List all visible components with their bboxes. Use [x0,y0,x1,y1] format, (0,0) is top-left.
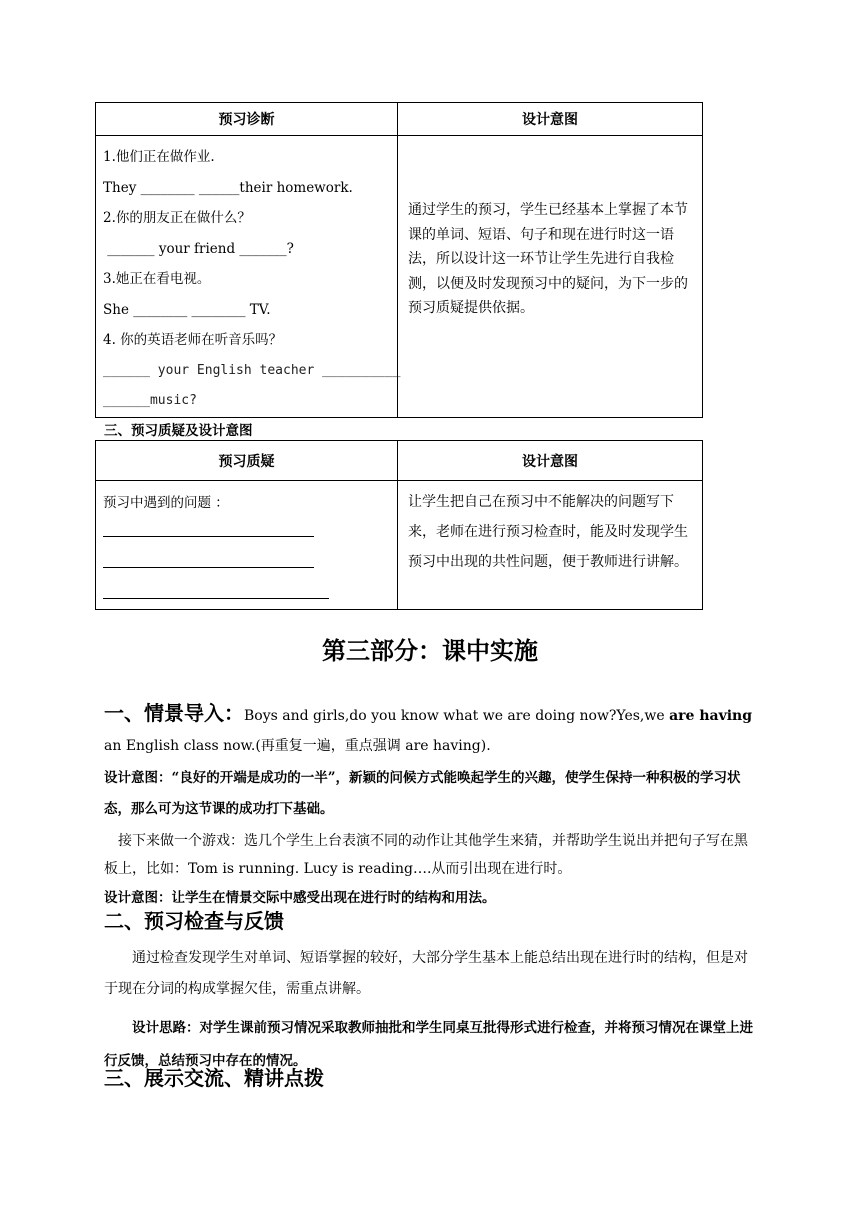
paragraph: 通过检查发现学生对单词、短语掌握的较好，大部分学生基本上能总结出现在进行时的结构，但是对于现在分词的构成掌握欠佳，需重点讲解。 [104,950,748,997]
section-display [104,1063,760,1093]
answer-blank-line [103,574,329,599]
exercise-line: She ________ ________ TV. [103,301,271,318]
table2-header-intent: 设计意图 [398,441,703,481]
exercise-line: _______ your friend _______? [103,240,294,257]
exercise-line: 3.她正在看电视。 [103,271,211,287]
exercise-line: 2.你的朋友正在做什么？ [103,210,251,226]
section-caption: 三、预习质疑及设计意图 [104,423,253,439]
preview-diagnosis-table [95,102,703,418]
exercise-line: ______music? [103,393,197,408]
exercise-line: 4. 你的英语老师在听音乐吗？ [103,332,283,348]
exercise-line: ______ your English teacher __________ [103,362,401,378]
section-heading: 二、预习检查与反馈 [104,909,284,933]
exercise-line: 1.他们正在做作业. [103,149,215,165]
design-intent: 设计意图：让学生在情景交际中感受出现在进行时的结构和用法。 [104,890,496,906]
intro-text-bold: are having [669,708,753,724]
intro-text: an English class now.(再重复一遍，重点强调 are having). [104,738,491,754]
exercise-line: They ________ ______their homework. [103,179,353,196]
table1-header-diagnosis: 预习诊断 [96,103,398,136]
design-intent: 设计意图：“良好的开端是成功的一半”，新颖的问候方式能唤起学生的兴趣，使学生保持一种积极的学习状态，那么可为这节课的成功打下基础。 [104,770,741,817]
section-heading: 三、展示交流、精讲点拨 [104,1066,324,1090]
diagnosis-exercises [96,136,401,418]
section-heading: 一、情景导入： [104,701,244,725]
paragraph: 接下来做一个游戏：选几个学生上台表演不同的动作让其他学生来猜，并帮助学生说出并把句子写在黑板上，比如：Tom is running. Lucy is reading….从而引出现在进行时。 [104,833,748,877]
diagnosis-intent-text: 通过学生的预习，学生已经基本上掌握了本节课的单词、短语、句子和现在进行时这一语法，所以设计这一环节让学生先进行自我检测，以便及时发现预习中的疑问，为下一步的预习质疑提供依据。 [408,202,688,316]
intro-text: Boys and girls,do you know what we are doing now?Yes,we [244,708,670,724]
question-cell [96,481,398,610]
section-intro [104,698,760,913]
section-preview-check [104,906,760,1078]
diagnosis-intent [398,136,703,418]
preview-question-table [95,440,703,610]
table2-header-question: 预习质疑 [96,441,398,481]
question-intent: 让学生把自己在预习中不能解决的问题写下来，老师在进行预习检查时，能及时发现学生预习中出现的共性问题，便于教师进行讲解。 [398,481,703,610]
answer-blank-line [103,543,314,568]
question-label: 预习中遇到的问题 ： [103,495,229,511]
part-title: 第三部分：课中实施 [322,637,538,665]
design-approach: 设计思路：对学生课前预习情况采取教师抽批和学生同桌互批得形式进行检查，并将预习情况在课堂上进行反馈，总结预习中存在的情况。 [104,1020,753,1069]
table1-header-intent: 设计意图 [398,103,703,136]
